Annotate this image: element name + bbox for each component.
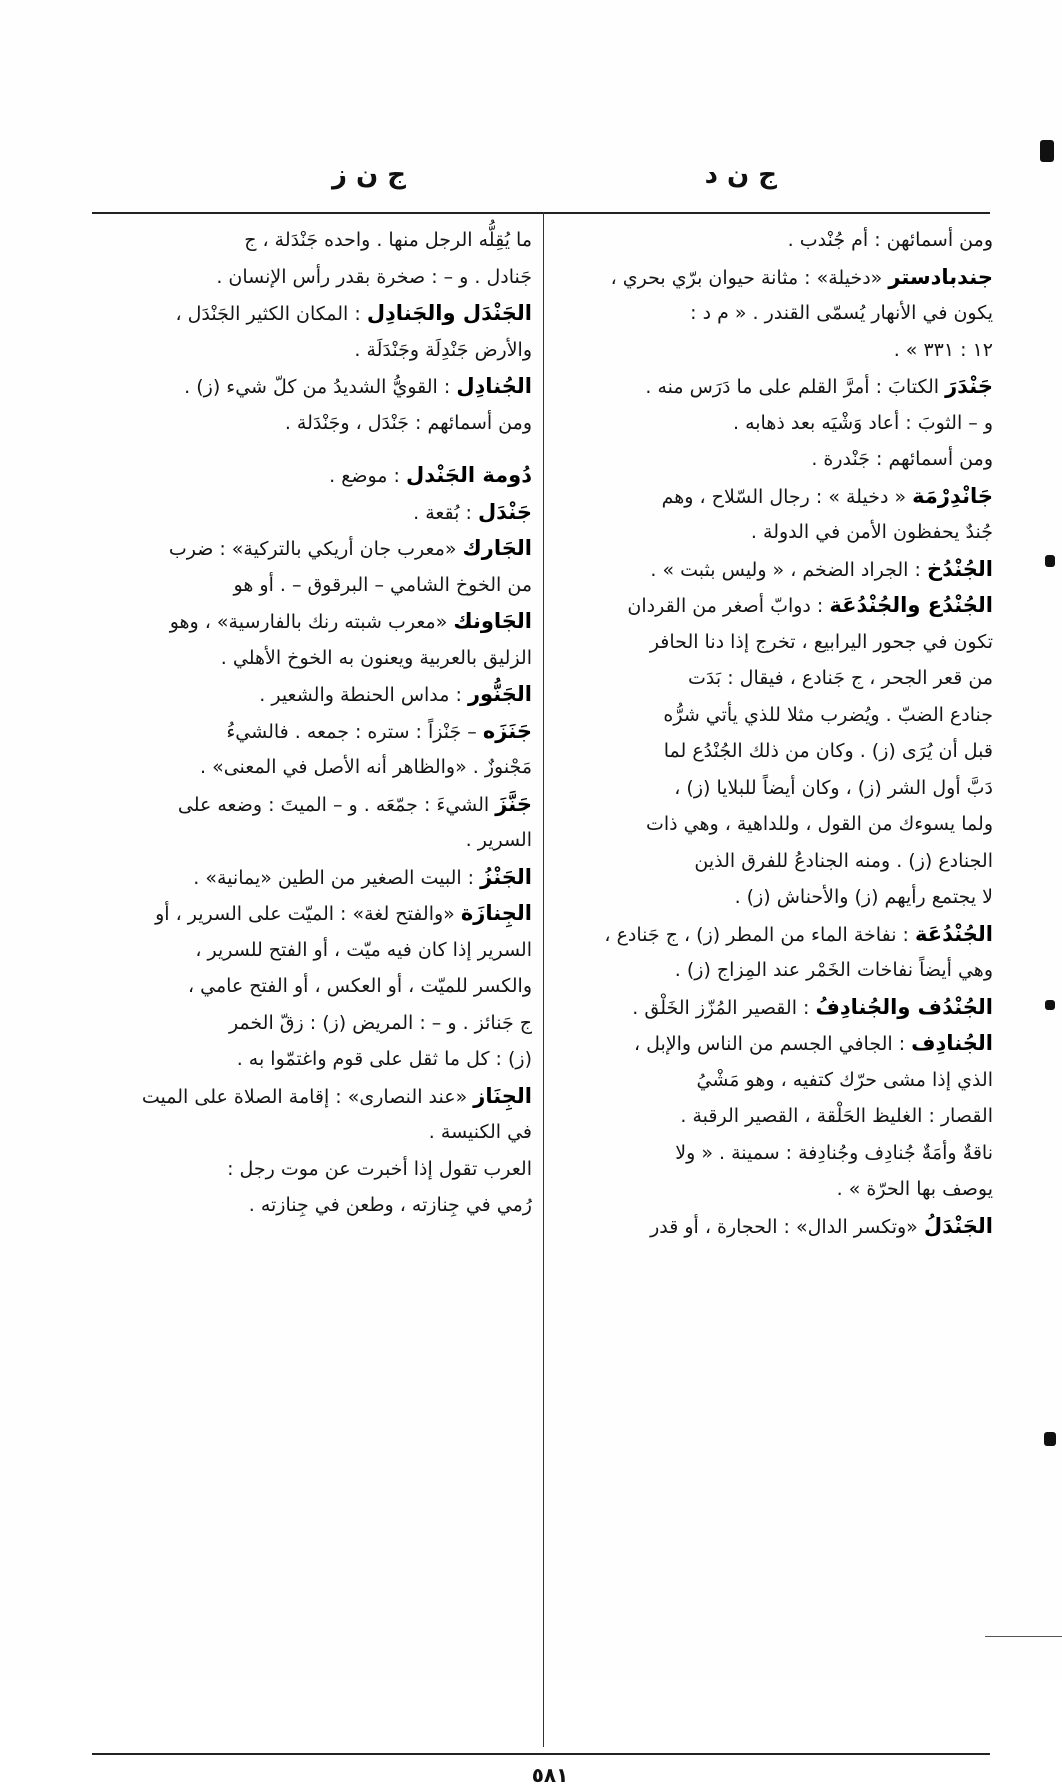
headword: جَانْدِرْمَة <box>912 483 993 508</box>
entry-line <box>92 603 532 640</box>
headword: الجَاونك <box>453 609 532 633</box>
entry-line <box>92 786 532 823</box>
edge-thumb-mark <box>1040 140 1054 162</box>
entry-line <box>553 1025 993 1062</box>
definition-text: الذي إذا مشى حرّك كتفيه ، وهو مَشْيُ <box>696 1068 993 1091</box>
definition-text: الكتابَ : أمرَّ القلم على ما دَرَس منه . <box>645 376 946 398</box>
entry-line <box>553 1098 993 1135</box>
definition-text: : موضع . <box>329 465 406 487</box>
entry-line <box>92 1187 532 1224</box>
entry-line <box>553 405 993 442</box>
definition-text: دَبَّ أول الشر (ز) ، وكان أيضاً للبلايا (ز) ، <box>674 776 993 799</box>
entry-line <box>553 697 993 734</box>
definition-text: (ز) : كل ما ثقل على قوم واغتمّوا به . <box>236 1048 532 1070</box>
headword: الجُنْدُخ <box>926 556 993 581</box>
right-column-root-heading: ج ن د <box>704 160 777 190</box>
definition-text: : الجراد الضخم ، « وليس بثبت » . <box>650 558 927 581</box>
headword: الجَنْزُ <box>480 864 532 889</box>
entry-line <box>553 916 993 953</box>
definition-text: رُمي في جِنازته ، وطعن في جِنازته . <box>248 1194 532 1216</box>
entry-line <box>92 1041 532 1078</box>
definition-text: و – الثوبَ : أعاد وَشْيَه بعد ذهابه . <box>733 411 993 434</box>
headword: الجُنادِف <box>911 1031 993 1055</box>
footer-rule <box>92 1753 990 1755</box>
definition-text: تكون في جحور اليرابيع ، تخرج إذا دنا الحافر <box>649 630 993 653</box>
definition-text: : المكان الكثير الجَنْدَل ، <box>175 303 367 325</box>
definition-text: ١٢ : ٣٣١ » . <box>893 338 993 361</box>
definition-text: السرير . <box>465 829 532 851</box>
definition-text: من الخوخ الشامي – البرقوق – . أو هو <box>233 573 532 596</box>
entry-line <box>92 822 532 859</box>
entry-line <box>553 478 993 515</box>
headword: الجَارك <box>462 536 532 560</box>
entry-line <box>92 640 532 677</box>
entry-line <box>92 567 532 604</box>
definition-text: : مداس الحنطة والشعير . <box>259 684 468 706</box>
definition-text: من قعر الجحر ، ج جَنادع ، فيقال : بَدَت <box>688 667 993 689</box>
headword: جَنْدَل <box>477 499 532 524</box>
entry-line <box>92 859 532 896</box>
definition-text: : دوابّ أصغر من القردان <box>627 595 830 617</box>
definition-text: يوصف بها الحرّة » . <box>836 1178 993 1200</box>
definition-text: : البيت الصغير من الطين «يمانية» . <box>193 866 481 889</box>
margin-rule <box>985 1636 1062 1637</box>
entry-line <box>553 843 993 880</box>
entry-line <box>92 1078 532 1115</box>
definition-text: جُندٌ يحفظون الأمن في الدولة . <box>750 521 993 543</box>
headword: جَنْدَرَ <box>945 374 993 398</box>
column-divider <box>543 212 544 1747</box>
headword: الجِنازَة <box>460 901 532 925</box>
headword: الجِنَاز <box>473 1083 532 1108</box>
entry-line <box>92 713 532 750</box>
definition-text: الزليق بالعربية ويعنون به الخوخ الأهلي . <box>220 646 532 669</box>
definition-text: «عند النصارى» : إقامة الصلاة على الميت <box>141 1085 474 1108</box>
definition-text: «وتكسر الدال» : الحجارة ، أو قدر <box>650 1215 924 1238</box>
definition-text: «معرب شبته رنك بالفارسية» ، وهو <box>169 611 454 633</box>
entry-line <box>553 733 993 770</box>
left-column-root-heading: ج ن ز <box>332 160 407 190</box>
definition-text: «معرب جان أريكي بالتركية» : ضرب <box>168 538 463 560</box>
entry-line <box>553 1171 993 1208</box>
entry-line <box>553 222 993 259</box>
entry-line <box>92 749 532 786</box>
definition-text: – جَنْزاً : ستره : جمعه . فالشيءُ <box>226 720 483 743</box>
definition-text: « دخيلة » : رجال السّلاح ، وهم <box>661 485 913 508</box>
left-column-entries <box>92 222 532 1742</box>
entry-line <box>553 1208 993 1245</box>
entry-line <box>553 989 993 1026</box>
page-number: ٥٨١ <box>531 1763 569 1787</box>
definition-text: جنادع الضبّ . ويُضرب مثلا للذي يأتي شرُّه <box>663 703 993 726</box>
right-column-entries <box>553 222 993 1742</box>
edge-thumb-mark <box>1045 1000 1055 1010</box>
definition-text: لا يجتمع رأيهم (ز) والأحناش (ز) . <box>734 886 993 908</box>
entry-line <box>92 259 532 296</box>
headword: جَنَّزَ <box>495 791 532 816</box>
definition-text: وهي أيضاً نفاخات الخَمْر عند المِزاج (ز) . <box>674 959 993 981</box>
entry-line <box>92 332 532 369</box>
entry-line <box>92 1005 532 1042</box>
definition-text: ج جَنائز . و – : المريض (ز) : زقّ الخمر <box>228 1011 532 1034</box>
entry-line <box>92 222 532 259</box>
definition-text: : نفاخة الماء من المطر (ز) ، ج جَنادع ، <box>604 923 915 946</box>
definition-text: جَنادل . و – : صخرة بقدر رأس الإنسان . <box>216 265 532 288</box>
entry-line <box>92 457 532 494</box>
entry-line <box>553 1135 993 1172</box>
definition-text: «والفتح لغة» : الميّت على السرير ، أو <box>155 903 461 925</box>
entry-line <box>553 587 993 624</box>
entry-line <box>92 368 532 405</box>
entry-line <box>553 259 993 296</box>
definition-text: : القصير المُزّز الخَلْق . <box>632 996 816 1019</box>
entry-line <box>92 932 532 969</box>
entry-line <box>553 879 993 916</box>
headword: جَنَزَه <box>482 718 532 743</box>
definition-text: ناقةٌ وأمَةٌ جُنادِف وجُنادِفة : سمينة . « ولا <box>675 1141 993 1164</box>
entry-line <box>92 295 532 332</box>
definition-text: : القويُّ الشديدُ من كلّ شيء (ز) . <box>184 376 457 398</box>
definition-text: ومن أسمائهم : جَنْدرة . <box>811 448 993 470</box>
definition-text: يكون في الأنهار يُسمّى القندر . « م د : <box>690 302 993 324</box>
definition-text: ولما يسوءك من القول ، وللداهية ، وهي ذات <box>645 813 993 835</box>
definition-text: قبل أن يُرَى (ز) . وكان من ذلك الجُنْدُع لما <box>663 740 993 762</box>
definition-text: مَجْنوزٌ . «والظاهر أنه الأصل في المعنى» . <box>200 756 532 778</box>
headword: دُومة الجَنْدل <box>405 463 532 487</box>
entry-line <box>553 770 993 807</box>
headword: الجَنْدَلُ <box>923 1213 993 1238</box>
entry-line <box>553 368 993 405</box>
definition-text: : بُقعة . <box>413 501 478 524</box>
headword: الجَنُّور <box>467 682 532 706</box>
entry-line <box>92 494 532 531</box>
definition-text: العرب تقول إذا أخبرت عن موت رجل : <box>227 1157 532 1180</box>
entry-line <box>92 968 532 1005</box>
headword: الجَنْدَل والجَنادِل <box>366 301 532 325</box>
entry-line <box>553 952 993 989</box>
page-header <box>92 155 992 205</box>
definition-text: : الجافي الجسم من الناس والإبل ، <box>633 1033 912 1055</box>
definition-text: السرير إذا كان فيه ميّت ، أو الفتح للسرير ، <box>195 938 532 961</box>
headword: الجُنْدُع والجُنْدُعَة <box>829 593 993 617</box>
entry-line <box>553 660 993 697</box>
entry-line <box>553 1062 993 1099</box>
definition-text: القصار : الغليظ الحَلْقة ، القصير الرقبة . <box>680 1105 993 1127</box>
entry-line <box>553 514 993 551</box>
headword: الجُنادِل <box>456 374 532 398</box>
entry-line <box>553 551 993 588</box>
headword: الجُنْدُعَة <box>914 921 993 946</box>
entry-line <box>553 806 993 843</box>
entry-line <box>92 895 532 932</box>
headword: الجُنْدُف والجُنادِفُ <box>815 994 993 1019</box>
definition-text: في الكنيسة . <box>428 1121 532 1143</box>
definition-text: «دخيلة» : مثانة حيوان برّي بحري ، <box>610 266 889 289</box>
definition-text: ومن أسمائهن : أم جُنْدب . <box>787 229 993 251</box>
definition-text: الجنادع (ز) . ومنه الجنادعُ للفرق الذين <box>694 849 993 872</box>
entry-line <box>92 1114 532 1151</box>
entry-line <box>92 676 532 713</box>
entry-line <box>553 332 993 369</box>
edge-thumb-mark <box>1045 555 1055 567</box>
headword: جندبادستر <box>888 264 993 289</box>
definition-text: ما يُقِلُّه الرجل منها . واحده جَنْدَلة ، ج <box>244 229 532 251</box>
edge-thumb-mark <box>1044 1432 1056 1446</box>
header-rule <box>92 212 990 214</box>
definition-text: والكسر للميّت ، أو العكس ، أو الفتح عامي ، <box>187 975 532 997</box>
entry-line <box>92 1151 532 1188</box>
entry-line <box>92 530 532 567</box>
entry-line <box>553 624 993 661</box>
definition-text: والأرض جَنْدِلَة وجَنْدَلَة . <box>354 338 532 361</box>
entry-line <box>553 295 993 332</box>
definition-text: ومن أسمائهم : جَنْدَل ، وجَنْدَلة . <box>284 411 532 434</box>
definition-text: الشيءَ : جمّعَه . و – الميتَ : وضعه على <box>177 793 496 816</box>
entry-line <box>553 441 993 478</box>
entry-line <box>92 405 532 442</box>
